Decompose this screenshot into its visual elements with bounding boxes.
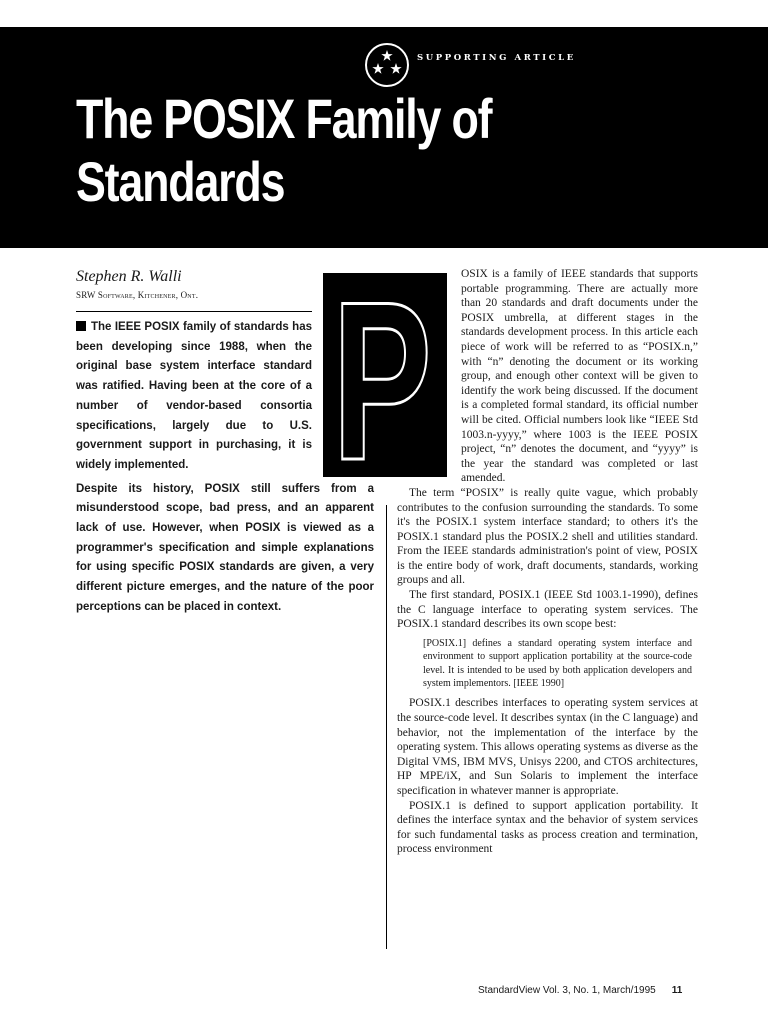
article-title: The POSIX Family of Standards <box>76 87 492 213</box>
body-para-4: POSIX.1 describes interfaces to operating system services at the source-code level. It describes syntax (in the C language) and behavior, not the implementation of the interface by the operating system. This allows operating systems as diverse as the Digital VMS, IBM MVS, Unisys 2200, and CTOS architectures, HP MPE/iX, and Sun Solaris to implement the interface specification in whatever manner is appropriate. <box>397 697 698 798</box>
body-para-1: OSIX is a family of IEEE standards that supports portable programming. There are actually more than 20 standards and draft documents under the POSIX umbrella, at different stages in the standards development process. In this article each piece of work will be referred to as “POSIX.n,” with “n” denoting the document or its working group, and enough other context will be given to identify the work being discussed. If the document is a completed formal standard, its official number will be cited. Official numbers look like “IEEE Std 1003.n-yyyy,” where 1003 is the IEEE POSIX project, “n” denotes the document, and “yyyy” is the year the standard was completed or last amended. <box>461 268 698 485</box>
star-emblem-icon <box>363 41 411 89</box>
author-affiliation: SRW Software, Kitchener, Ont. <box>76 290 199 300</box>
abstract-para-1 <box>76 318 312 476</box>
abstract-text-1: The IEEE POSIX family of standards has been developing since 1988, when the original base system interface standard was ratified. Having been at the core of a number of vendor-based consortia specifications, largely due to U.S. government support in purchasing, it is widely implemented. <box>76 321 312 471</box>
body-para-5: POSIX.1 is defined to support application portability. It defines the interface syntax and the behavior of system services for such fundamental tasks as process creation and termination, process environment <box>397 799 698 856</box>
body-para-3: The first standard, POSIX.1 (IEEE Std 1003.1-1990), defines the C language interface to operating system services. The POSIX.1 standard describes its own scope best: <box>397 589 698 631</box>
column-rule <box>386 505 387 949</box>
author-name: Stephen R. Walli <box>76 268 182 285</box>
article-body <box>397 267 698 857</box>
section-label: SUPPORTING ARTICLE <box>417 53 576 63</box>
abstract-para-2: Despite its history, POSIX still suffers from a misunderstood scope, bad press, and an apparent lack of use. However, when POSIX is viewed as a programmer's specification and simple explanations for using specific POSIX standards are given, a very different picture emerges, and the nature of the poor perceptions can be placed in context. <box>76 482 374 613</box>
page-footer <box>478 985 682 996</box>
body-para-2: The term “POSIX” is really quite vague, which probably contributes to the confusion surrounding the standards. To some it's the POSIX.1 system interface standard; to others it's the POSIX.1 standard plus the POSIX.2 shell and utilities standard. From the IEEE standards administration's point of view, POSIX is the entire body of work, draft documents, standards, working groups and all. <box>397 486 698 587</box>
drop-cap-letter: P <box>332 273 432 477</box>
block-quote: [POSIX.1] defines a standard operating system interface and environment to support application portability at the source-code level. It is intended to be used by both application developers and system implementors. [IEEE 1990] <box>423 637 692 690</box>
black-square-icon <box>76 321 86 331</box>
byline-rule <box>76 311 312 312</box>
journal-citation: StandardView Vol. 3, No. 1, March/1995 <box>478 985 656 996</box>
page-number: 11 <box>671 985 683 996</box>
